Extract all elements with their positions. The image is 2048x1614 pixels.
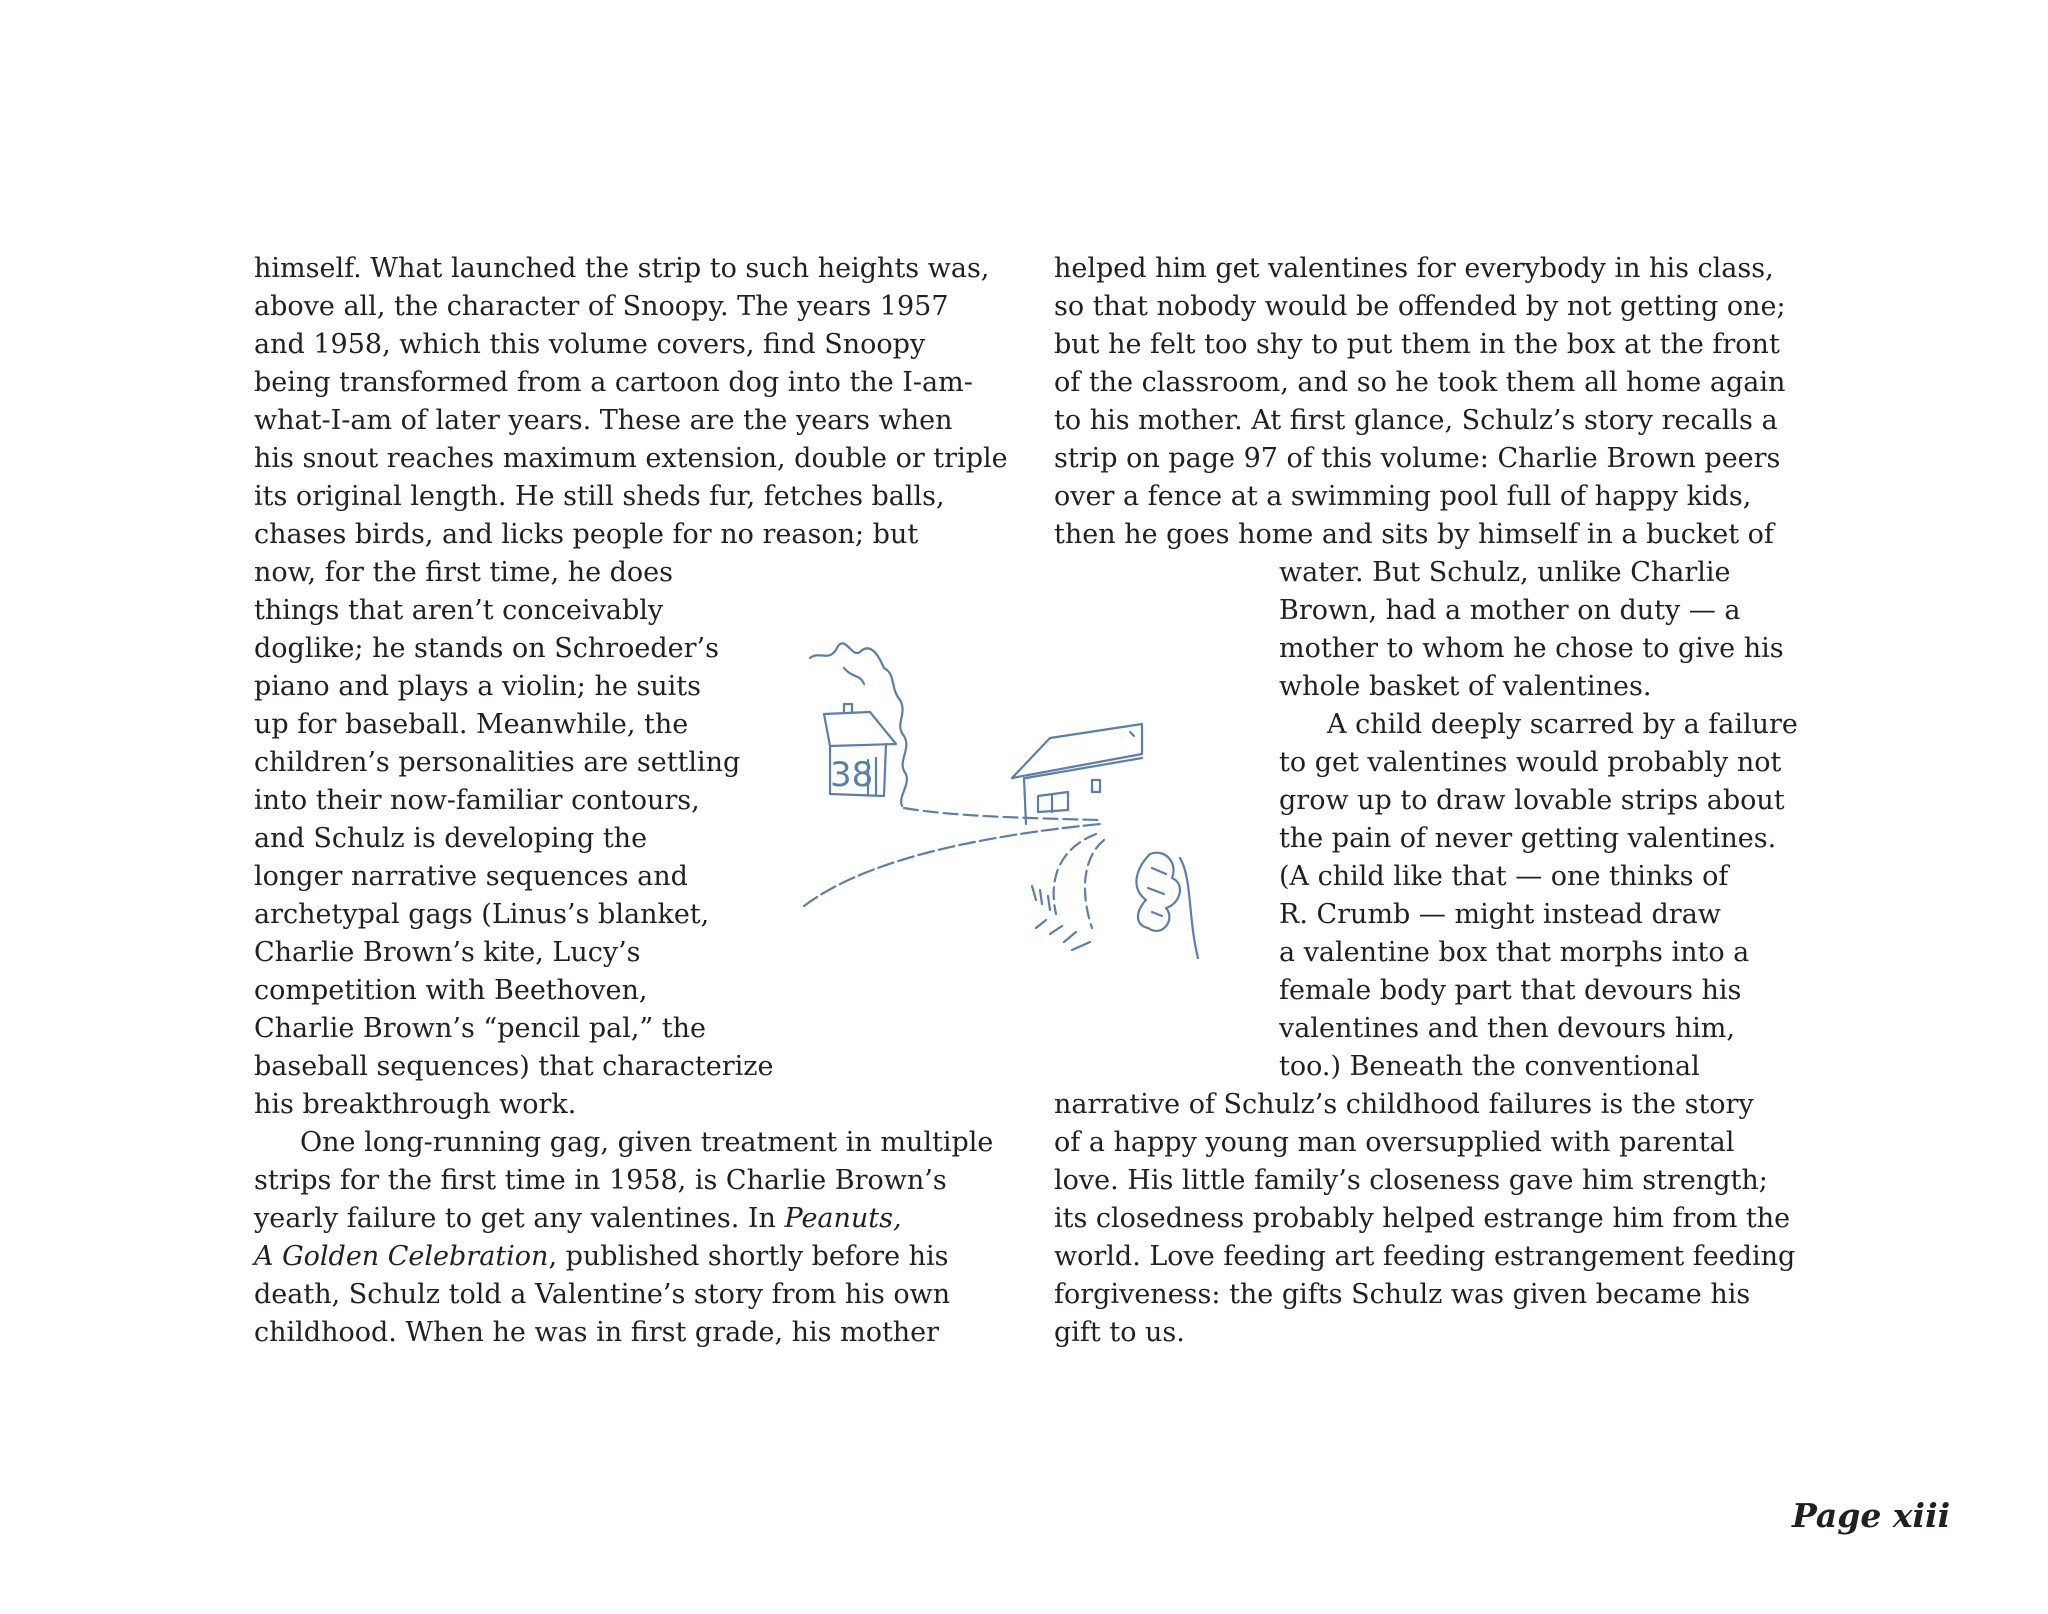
right-house-window [1038,792,1068,812]
text-line: world. Love feeding art feeding estrangement feeding [1054,1241,1796,1272]
text-line: but he felt too shy to put them in the box at the front [1054,329,1780,360]
tree-branch [844,668,864,684]
text-line: and Schulz is developing the [254,823,648,854]
text-line: love. His little family’s closeness gave him strength; [1054,1165,1768,1196]
garden-path-right [1085,840,1104,928]
text-line: too.) Beneath the conventional [1279,1051,1700,1082]
text-line: himself. What launched the strip to such heights was, [254,253,990,284]
text-span: yearly failure to get any valentines. In [254,1203,785,1234]
text-line: now, for the first time, he does [254,557,674,588]
text-line: competition with Beethoven, [254,975,648,1006]
text-line: of a happy young man oversupplied with parental [1054,1127,1735,1158]
text-line: up for baseball. Meanwhile, the [254,709,689,740]
text-line: being transformed from a cartoon dog into the I-am- [254,367,973,398]
text-line: female body part that devours his [1279,975,1742,1006]
text-line: children’s personalities are settling [254,747,741,778]
book-title-italic: Peanuts, [784,1203,902,1234]
house-number: 38 [830,755,874,795]
text-line: baseball sequences) that characterize [254,1051,774,1082]
text-line: what-I-am of later years. These are the years when [254,405,953,436]
text-line: the pain of never getting valentines. [1279,823,1777,854]
text-line: longer narrative sequences and [254,861,688,892]
text-line: narrative of Schulz’s childhood failures is the story [1054,1089,1754,1120]
text-line: childhood. When he was in first grade, his mother [254,1317,940,1348]
text-line: a valentine box that morphs into a [1279,937,1750,968]
text-line: its original length. He still sheds fur, fetches balls, [254,481,945,512]
text-line: its closedness probably helped estrange him from the [1054,1203,1791,1234]
right-house-wall [1024,758,1142,824]
text-line: Brown, had a mother on duty — a [1279,595,1741,626]
text-line: helped him get valentines for everybody in his class, [1054,253,1774,284]
text-line: One long-running gag, given treatment in multiple [300,1127,994,1158]
right-house-window-small [1092,780,1100,792]
left-house-chimney [844,704,852,712]
text-line: to his mother. At first glance, Schulz’s story recalls a [1054,405,1778,436]
text-line: mother to whom he chose to give his [1279,633,1784,664]
text-line: gift to us. [1054,1317,1185,1348]
text-line: death, Schulz told a Valentine’s story from his own [254,1279,951,1310]
garden-path-left [1054,834,1096,914]
text-line: valentines and then devours him, [1279,1013,1735,1044]
text-line [254,1238,949,1276]
text-line: his breakthrough work. [254,1089,577,1120]
left-house-roof [824,712,896,746]
grass-tufts [1032,886,1090,950]
text-line: Charlie Brown’s “pencil pal,” the [254,1013,707,1044]
text-line: over a fence at a swimming pool full of happy kids, [1054,481,1752,512]
text-line: grow up to draw lovable strips about [1279,785,1785,816]
bush [1136,853,1180,931]
right-house-dot [1130,732,1134,736]
text-line: whole basket of valentines. [1279,671,1652,702]
road-upper-edge [904,808,1100,820]
page-number: Page xiii [1792,1496,1951,1535]
text-line: forgiveness: the gifts Schulz was given became his [1054,1279,1751,1310]
text-line: then he goes home and sits by himself in a bucket of [1054,519,1774,550]
text-line: (A child like that — one thinks of [1279,861,1729,892]
text-line: and 1958, which this volume covers, find Snoopy [254,329,926,360]
book-title-italic: A Golden Celebration [254,1241,549,1272]
text-line: chases birds, and licks people for no reason; but [254,519,919,550]
text-line: to get valentines would probably not [1279,747,1782,778]
text-line: above all, the character of Snoopy. The years 1957 [254,291,949,322]
text-line: piano and plays a violin; he suits [254,671,702,702]
text-line: things that aren’t conceivably [254,595,664,626]
road-lower-edge [804,824,1100,906]
text-line: of the classroom, and so he took them all home again [1054,367,1786,398]
text-line: Charlie Brown’s kite, Lucy’s [254,937,641,968]
house-sketch-illustration [800,628,1210,998]
shrub-right [1180,858,1198,958]
text-line [254,1200,902,1238]
text-line: his snout reaches maximum extension, double or triple [254,443,1008,474]
text-line: so that nobody would be offended by not getting one; [1054,291,1786,322]
text-line: doglike; he stands on Schroeder’s [254,633,719,664]
text-line: archetypal gags (Linus’s blanket, [254,899,710,930]
text-line: water. But Schulz, unlike Charlie [1279,557,1731,588]
text-span: , published shortly before his [548,1241,949,1272]
text-line: into their now-familiar contours, [254,785,700,816]
text-line: R. Crumb — might instead draw [1279,899,1721,930]
text-line: A child deeply scarred by a failure [1327,709,1798,740]
text-line: strips for the first time in 1958, is Charlie Brown’s [254,1165,947,1196]
text-line: strip on page 97 of this volume: Charlie Brown peers [1054,443,1781,474]
